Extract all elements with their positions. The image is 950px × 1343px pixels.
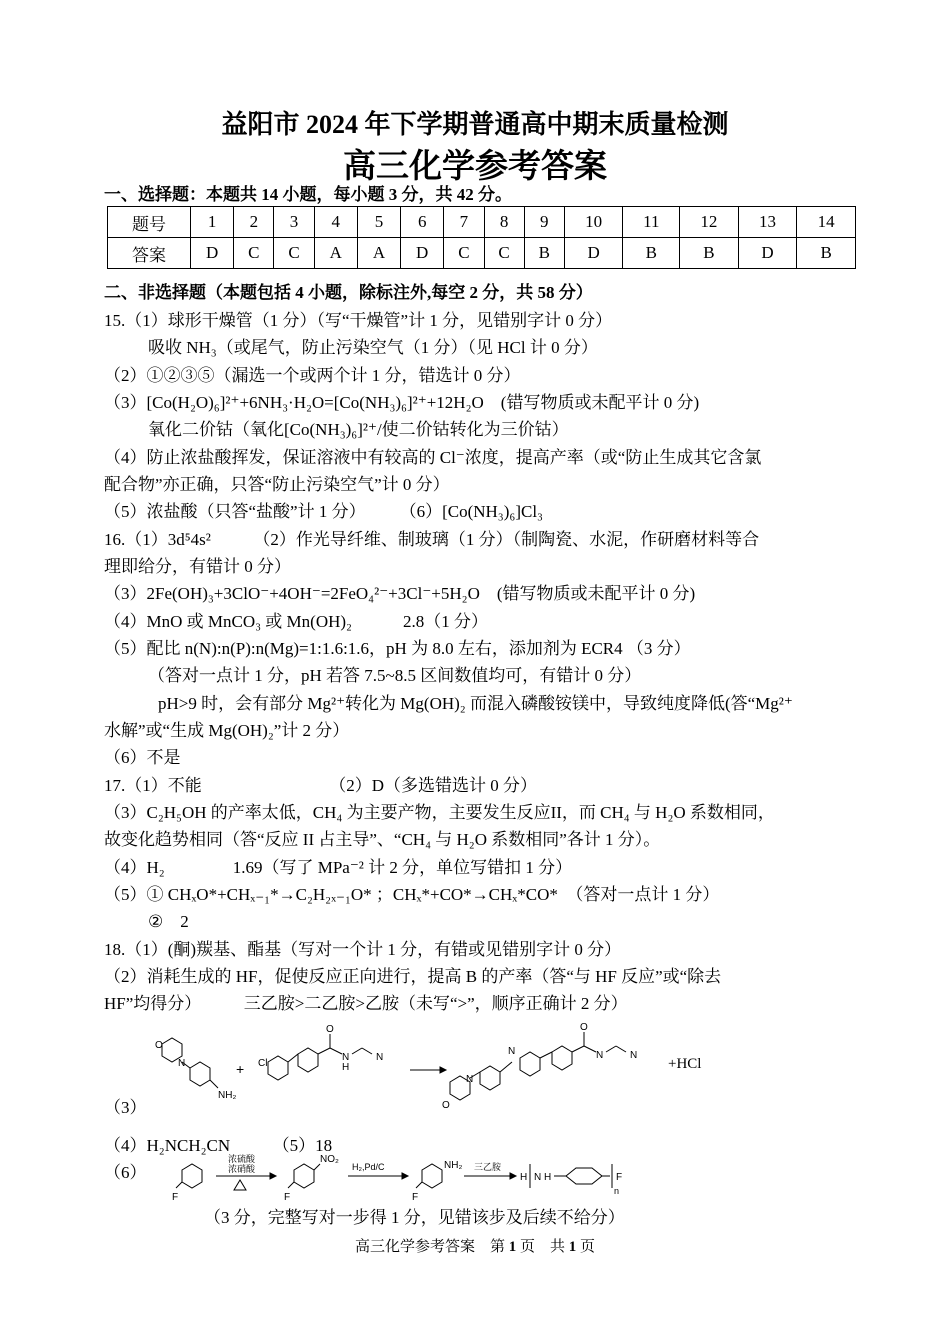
product-o-label: O [442, 1100, 450, 1111]
product-nitrile-n-label: N [630, 1050, 638, 1061]
q16-line-8: 水解”或“生成 Mg(OH)₂”计 2 分） [104, 721, 350, 740]
cond-triethylamine: 三乙胺 [474, 1162, 502, 1172]
amine-label: NH₂ [218, 1090, 237, 1101]
q16-line-2: 理即给分，有错计 0 分） [104, 557, 291, 576]
answer-cell: D [401, 238, 444, 269]
polymer-f-end: F [616, 1172, 623, 1183]
morpholine-o-label: O [155, 1040, 163, 1051]
product-structure [450, 1032, 626, 1100]
cond-conc-hno3: 浓硝酸 [228, 1164, 256, 1174]
question-number-cell: 13 [738, 207, 797, 238]
page-subtitle: 高三化学参考答案 [343, 149, 607, 185]
question-number-cell: 3 [274, 207, 314, 238]
question-row [108, 207, 856, 238]
hcl-byproduct: +HCl [668, 1056, 702, 1072]
q15-line-7: 配合物”亦正确，只答“防止污染空气”计 0 分） [104, 475, 450, 494]
answer-table [107, 206, 856, 269]
footer-text-a: 高三化学参考答案 第 [354, 1239, 505, 1255]
q18-line-2: （2）消耗生成的 HF，促使反应正向进行，提高 B 的产率（答“与 HF 反应”或“除去 [104, 967, 722, 986]
no2-label: NO₂ [320, 1154, 339, 1165]
q18-line-7: （3 分，完整写对一步得 1 分，见错该步及后续不给分） [204, 1208, 625, 1227]
synthesis-route-6 [170, 1148, 670, 1203]
answer-cell: D [738, 238, 797, 269]
section-1-heading: 一、选择题：本题共 14 小题，每小题 3 分，共 42 分。 [104, 185, 512, 204]
q16-line-7: pH>9 时，会有部分 Mg²⁺转化为 Mg(OH)₂ 而混入磷酸铵镁中，导致纯度降低(答“Mg²⁺ [158, 694, 793, 713]
question-number-cell: 4 [314, 207, 357, 238]
q15-line-5: 氧化二价钴（氧化[Co(NH₃)₆]²⁺/使二价钴转化为三价钴） [148, 420, 569, 439]
question-number-cell: 8 [484, 207, 524, 238]
q18-line-3: HF”均得分） 三乙胺>二乙胺>乙胺（未写“>”，顺序正确计 2 分） [104, 994, 628, 1013]
answer-row-label: 答案 [108, 238, 191, 269]
q18-line-1: 18.（1）(酮)羰基、酯基（写对一个计 1 分，有错或见错别字计 0 分） [104, 940, 622, 959]
question-number-cell: 9 [524, 207, 564, 238]
footer-total-pages: 1 [568, 1239, 577, 1255]
q15-line-4: （3）[Co(H₂O)₆]²⁺+6NH₃·H₂O=[Co(NH₃)₆]²⁺+12H₂O (错写物质或未配平计 0 分) [104, 393, 700, 412]
q17-line-5: （5）① CHₓO*+CHₓ₋₁*→C₂H₂ₓ₋₁O* ；CHₓ*+CO*→CHₓ*CO* （答对一点计 1 分） [104, 885, 720, 904]
answer-cell: D [564, 238, 623, 269]
polymer-nh-label: N [534, 1172, 542, 1183]
question-number-cell: 5 [357, 207, 400, 238]
question-row-label: 题号 [108, 207, 191, 238]
answer-cell: A [357, 238, 400, 269]
answer-cell: B [524, 238, 564, 269]
question-number-cell: 14 [797, 207, 856, 238]
question-number-cell: 6 [401, 207, 444, 238]
chloropyrimidine-amide-structure [268, 1034, 372, 1080]
q16-line-9: （6）不是 [104, 748, 181, 767]
reaction-scheme-3 [140, 1022, 760, 1112]
fluoroaniline-structure [416, 1164, 442, 1188]
q18-line-4: （4）H₂NCH₂CN （5）18 [104, 1136, 333, 1155]
q15-line-2: 吸收 NH₃（或尾气，防止污染空气（1 分）（见 HCl 计 0 分） [148, 338, 598, 357]
footer-text-b: 页 共 [519, 1239, 565, 1255]
q18-part6-label: （6） [104, 1163, 147, 1182]
product-amide-n-label: N [596, 1050, 604, 1061]
polymer-n-subscript: n [614, 1186, 620, 1196]
question-number-cell: 7 [444, 207, 484, 238]
q15-line-6: （4）防止浓盐酸挥发，保证溶液中有较高的 Cl⁻浓度，提高产率（或“防止生成其它含氯 [104, 448, 762, 467]
f-label-3: F [412, 1192, 419, 1203]
nitrofluorobenzene-structure [288, 1164, 320, 1188]
arrow-reduction [348, 1173, 408, 1179]
product-carbonyl-o-label: O [580, 1022, 588, 1033]
page-title: 益阳市 2024 年下学期普通高中期末质量检测 [221, 110, 729, 139]
q17-line-2: （3）C₂H₅OH 的产率太低，CH₄ 为主要产物，主要发生反应II，而 CH₄ 与 H₂O 系数相同， [104, 803, 775, 822]
nh2-label-6: NH₂ [444, 1160, 463, 1171]
arrow-polymerization [464, 1173, 516, 1179]
q15-line-8: （5）浓盐酸（只答“盐酸”计 1 分） （6）[Co(NH₃)₆]Cl₃ [104, 502, 543, 521]
q17-line-4: （4）H₂ 1.69（写了 MPa⁻² 计 2 分，单位写错扣 1 分） [104, 858, 573, 877]
polymer-structure [530, 1164, 612, 1188]
amide-h-label: H [342, 1062, 350, 1073]
plus-sign: + [236, 1061, 245, 1077]
chloro-label: Cl [258, 1058, 268, 1069]
q16-line-5: （5）配比 n(N):n(P):n(Mg)=1:1.6:1.6，pH 为 8.0 左右，添加剂为 ECR4 （3 分） [104, 639, 691, 658]
section-2-heading: 二、非选择题（本题包括 4 小题，除标注外,每空 2 分，共 58 分） [104, 283, 593, 302]
carbonyl-o-label: O [326, 1024, 334, 1035]
q17-line-1: 17.（1）不能 （2）D（多选错选计 0 分） [104, 776, 538, 795]
polymer-h-end: H [520, 1172, 528, 1183]
question-number-cell: 12 [680, 207, 739, 238]
q16-line-6: （答对一点计 1 分，pH 若答 7.5~8.5 区间数值均可，有错计 0 分） [148, 666, 642, 685]
answer-cell: B [680, 238, 739, 269]
question-number-cell: 10 [564, 207, 623, 238]
f-label-2: F [284, 1192, 291, 1203]
q18-part3-label: （3） [104, 1098, 147, 1117]
cond-h2-pdc: H₂,Pd/C [352, 1162, 385, 1172]
q17-line-3: 故变化趋势相同（答“反应 II 占主导”、“CH₄ 与 H₂O 系数相同”各计 1 分）。 [104, 830, 661, 849]
q16-line-1: 16.（1）3d⁵4s² （2）作光导纤维、制玻璃（1 分）（制陶瓷、水泥，作研磨材料等合 [104, 530, 760, 549]
answer-cell: C [274, 238, 314, 269]
morpholine-aniline-structure [162, 1038, 218, 1088]
arrow-nitration [216, 1173, 276, 1190]
answer-cell: C [444, 238, 484, 269]
page-footer [0, 1235, 950, 1256]
product-nh-label: N [508, 1046, 516, 1057]
nitrile-n-label: N [376, 1052, 384, 1063]
footer-text-c: 页 [580, 1239, 596, 1255]
answer-cell: A [314, 238, 357, 269]
footer-page-number: 1 [508, 1239, 517, 1255]
question-number-cell: 1 [191, 207, 234, 238]
q15-line-1: 15.（1）球形干燥管（1 分）（写“干燥管”计 1 分，见错别字计 0 分） [104, 311, 613, 330]
f-label-1: F [172, 1192, 179, 1203]
question-number-cell: 2 [234, 207, 274, 238]
fluorobenzene-structure [176, 1164, 202, 1188]
answer-cell: D [191, 238, 234, 269]
answer-cell: B [797, 238, 856, 269]
product-morph-n-label: N [466, 1074, 474, 1085]
answer-row [108, 238, 856, 269]
cond-conc-h2so4: 浓硫酸 [228, 1154, 256, 1164]
answer-cell: C [484, 238, 524, 269]
q16-line-3: （3）2Fe(OH)₃+3ClO⁻+4OH⁻=2FeO₄²⁻+3Cl⁻+5H₂O (错写物质或未配平计 0 分) [104, 584, 696, 603]
answer-cell: C [234, 238, 274, 269]
answer-cell: B [623, 238, 680, 269]
q16-line-4: （4）MnO 或 MnCO₃ 或 Mn(OH)₂ 2.8（1 分） [104, 612, 488, 631]
amide-n-label: N [342, 1052, 350, 1063]
q15-line-3: （2）①②③⑤（漏选一个或两个计 1 分，错选计 0 分） [104, 366, 521, 385]
polymer-h-label: H [544, 1172, 552, 1183]
morpholine-n-label: N [178, 1058, 186, 1069]
q17-line-6: ② 2 [148, 912, 189, 931]
question-number-cell: 11 [623, 207, 680, 238]
reaction-arrow-3 [410, 1067, 446, 1073]
